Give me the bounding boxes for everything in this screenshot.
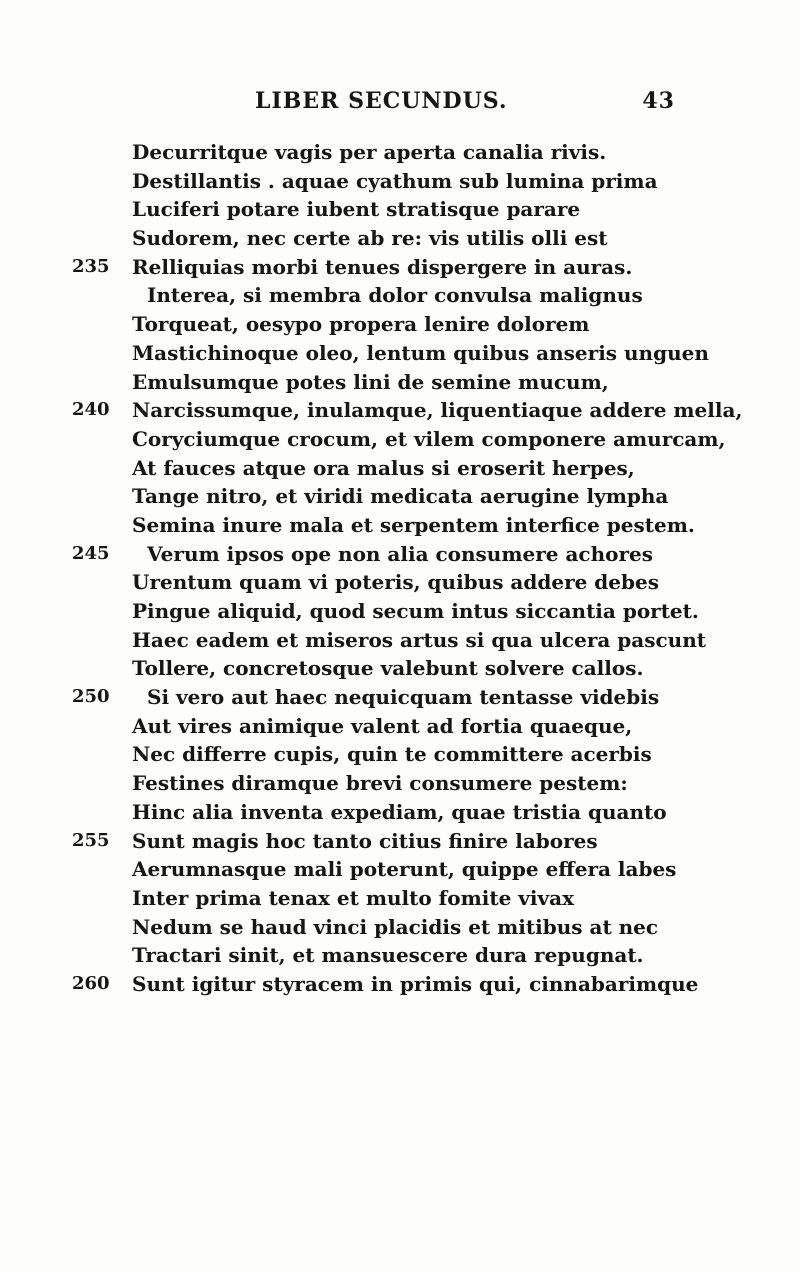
- verse-line: [0, 740, 800, 769]
- verse-line: [0, 597, 800, 626]
- verse-line: [0, 970, 800, 999]
- verse-text: Pingue aliquid, quod secum intus siccantia portet.: [132, 599, 699, 623]
- verse-line: [0, 138, 800, 167]
- verse-line: [0, 339, 800, 368]
- verse-text: Emulsumque potes lini de semine mucum,: [132, 369, 609, 394]
- verse-text: Narcissumque, inulamque, liquentiaque addere mella,: [132, 398, 743, 423]
- verse-text: Aut vires animique valent ad fortia quaeque,: [132, 713, 633, 738]
- verse-text: Inter prima tenax et multo fomite vivax: [132, 885, 575, 910]
- verse-line: [0, 683, 800, 712]
- verse-line: [0, 884, 800, 913]
- verse-line: [0, 310, 800, 339]
- verse-line: [0, 167, 800, 196]
- verse-text: Relliquias morbi tenues dispergere in auras.: [132, 254, 633, 279]
- running-head: [255, 88, 675, 118]
- verse-line: [0, 425, 800, 454]
- verse-line: [0, 224, 800, 253]
- verse-line: [0, 482, 800, 511]
- verse-line: [0, 798, 800, 827]
- line-number: 240: [72, 399, 110, 421]
- verse-text: Tange nitro, et viridi medicata aerugine lympha: [132, 484, 669, 509]
- verse-line: [0, 454, 800, 483]
- page-number: 43: [642, 88, 675, 114]
- verse-text: Sudorem, nec certe ab re: vis utilis olli est: [132, 226, 608, 251]
- verse-line: [0, 540, 800, 569]
- verse-text: Interea, si membra dolor convulsa malignus: [147, 283, 643, 308]
- line-number: 245: [72, 542, 110, 564]
- line-number: 255: [72, 829, 110, 851]
- verse-line: [0, 368, 800, 397]
- verse-text: Si vero aut haec nequicquam tentasse videbis: [147, 685, 660, 710]
- verse-text: Hinc alia inventa expediam, quae tristia quanto: [132, 799, 667, 824]
- line-number: 235: [72, 255, 110, 277]
- verse-text: Mastichinoque oleo, lentum quibus anseris unguen: [132, 340, 709, 365]
- line-number: 260: [72, 972, 110, 994]
- line-number: 250: [72, 686, 110, 708]
- verse-text: Festines diramque brevi consumere pestem:: [132, 771, 628, 796]
- verse-text: Haec eadem et miseros artus si qua ulcera pascunt: [132, 627, 706, 652]
- verse-text: Destillantis . aquae cyathum sub lumina prima: [132, 168, 658, 193]
- verse-line: [0, 769, 800, 798]
- verse-line: [0, 568, 800, 597]
- verse-line: [0, 281, 800, 310]
- running-head-title: LIBER SECUNDUS.: [255, 88, 508, 114]
- verse-line: [0, 941, 800, 970]
- verse-text: At fauces atque ora malus si eroserit herpes,: [132, 455, 635, 480]
- verse-line: [0, 511, 800, 540]
- verse-text: Verum ipsos ope non alia consumere achores: [147, 541, 653, 566]
- verse-line: [0, 654, 800, 683]
- verse-text: Urentum quam vi poteris, quibus addere debes: [132, 570, 659, 595]
- verse-text: Torqueat, oesypo propera lenire dolorem: [132, 312, 590, 337]
- verse-text: Nec differre cupis, quin te committere acerbis: [132, 742, 652, 767]
- verse-text: Decurritque vagis per aperta canalia rivis.: [132, 140, 607, 164]
- verse-text: Semina inure mala et serpentem interfice pestem.: [132, 512, 695, 537]
- verse-text: Nedum se haud vinci placidis et mitibus at nec: [132, 914, 659, 939]
- verse-line: [0, 712, 800, 741]
- verse-line: [0, 626, 800, 655]
- verse-text: Sunt magis hoc tanto citius finire labores: [132, 828, 598, 853]
- verse-block: [0, 138, 800, 999]
- verse-text: Coryciumque crocum, et vilem componere amurcam,: [132, 426, 726, 451]
- verse-line: [0, 253, 800, 282]
- verse-line: [0, 913, 800, 942]
- verse-text: Tractari sinit, et mansuescere dura repugnat.: [132, 943, 644, 968]
- verse-line: [0, 855, 800, 884]
- verse-text: Tollere, concretosque valebunt solvere callos.: [132, 656, 644, 681]
- verse-line: [0, 195, 800, 224]
- verse-line: [0, 396, 800, 425]
- verse-line: [0, 827, 800, 856]
- verse-text: Sunt igitur styracem in primis qui, cinnabarimque: [132, 971, 699, 996]
- verse-text: Aerumnasque mali poterunt, quippe effera labes: [132, 857, 677, 882]
- verse-text: Luciferi potare iubent stratisque parare: [132, 197, 581, 222]
